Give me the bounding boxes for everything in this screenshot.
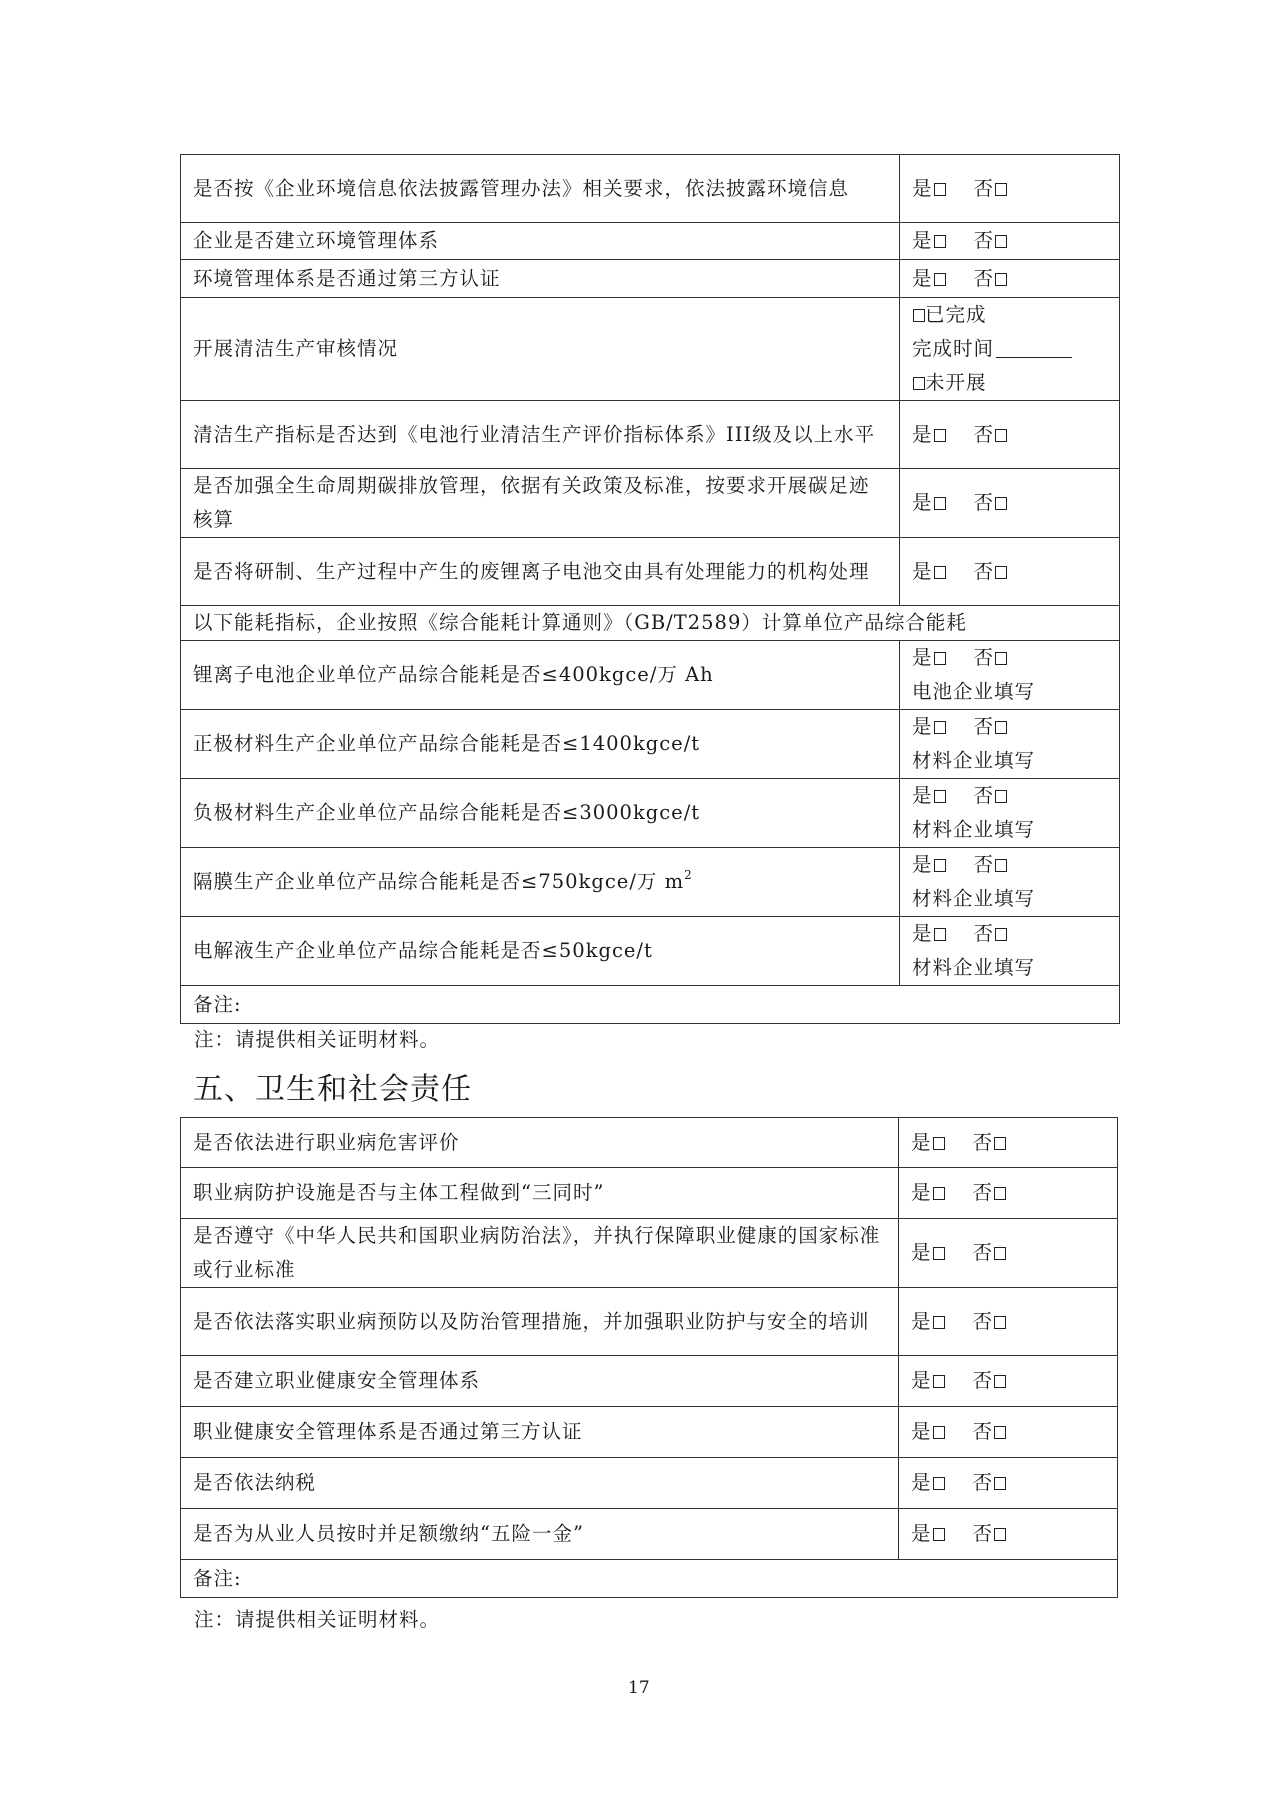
table-row [181, 1356, 1118, 1407]
table-row [181, 710, 1120, 779]
no-option[interactable] [973, 1369, 1007, 1392]
yes-option[interactable] [912, 229, 946, 252]
no-label: 否 [972, 1181, 994, 1204]
table-row [181, 538, 1120, 606]
question-text: 隔膜生产企业单位产品综合能耗是否≤750kgce/万 m [193, 870, 685, 893]
remark-row [181, 986, 1120, 1024]
yes-checkbox[interactable] [933, 1375, 945, 1388]
table-row [181, 1219, 1118, 1288]
yes-label: 是 [911, 1309, 932, 1333]
energy-instruction-cell: 以下能耗指标，企业按照《综合能耗计算通则》（GB/T2589）计算单位产品综合能耗 [181, 606, 1120, 641]
no-label: 否 [972, 1309, 994, 1333]
no-checkbox[interactable] [995, 652, 1007, 665]
yes-option[interactable] [912, 853, 946, 876]
question-cell: 是否加强全生命周期碳排放管理，依据有关政策及标准，按要求开展碳足迹核算 [181, 469, 900, 538]
no-checkbox[interactable] [995, 429, 1007, 442]
yes-option[interactable] [912, 491, 946, 514]
yes-checkbox[interactable] [934, 429, 946, 442]
no-label: 否 [972, 1420, 994, 1443]
answer-cell [900, 710, 1120, 779]
yes-label: 是 [912, 422, 933, 446]
question-cell: 开展清洁生产审核情况 [181, 298, 900, 401]
no-checkbox[interactable] [995, 566, 1007, 579]
not-started-checkbox[interactable] [913, 377, 925, 390]
yes-checkbox[interactable] [934, 721, 946, 734]
yes-checkbox[interactable] [934, 497, 946, 510]
no-checkbox[interactable] [994, 1426, 1006, 1439]
no-checkbox[interactable] [995, 497, 1007, 510]
yes-label: 是 [911, 1241, 932, 1264]
no-checkbox[interactable] [994, 1187, 1006, 1200]
yes-checkbox[interactable] [934, 273, 946, 286]
no-checkbox[interactable] [994, 1247, 1006, 1260]
no-option[interactable] [974, 177, 1008, 200]
question-cell: 企业是否建立环境管理体系 [181, 223, 900, 260]
yes-label: 是 [911, 1471, 932, 1494]
no-option[interactable] [973, 1181, 1007, 1204]
no-checkbox[interactable] [994, 1477, 1006, 1490]
no-label: 否 [972, 1522, 994, 1545]
yes-checkbox[interactable] [933, 1528, 945, 1541]
table-row [181, 469, 1120, 538]
completed-checkbox[interactable] [913, 309, 925, 322]
no-label: 否 [973, 922, 995, 945]
page-number: 17 [628, 1678, 650, 1698]
yes-label: 是 [911, 1181, 932, 1204]
question-cell: 电解液生产企业单位产品综合能耗是否≤50kgce/t [181, 917, 900, 986]
yes-checkbox[interactable] [933, 1137, 945, 1150]
remark-row [181, 1560, 1118, 1598]
yes-option[interactable] [912, 715, 946, 738]
yes-label: 是 [912, 559, 933, 583]
question-cell: 是否依法纳税 [181, 1458, 899, 1509]
answer-cell [899, 1288, 1118, 1356]
table-row [181, 223, 1120, 260]
not-started-option[interactable] [912, 366, 1107, 400]
answer-cell [900, 779, 1120, 848]
no-option[interactable] [973, 1420, 1007, 1443]
no-label: 否 [972, 1471, 994, 1494]
yes-label: 是 [912, 266, 933, 290]
yes-option[interactable] [912, 646, 946, 669]
answer-cell [900, 401, 1120, 469]
question-cell: 是否依法进行职业病危害评价 [181, 1118, 899, 1168]
question-cell: 环境管理体系是否通过第三方认证 [181, 260, 900, 298]
no-label: 否 [973, 646, 995, 669]
no-label: 否 [973, 853, 995, 876]
table-row [181, 779, 1120, 848]
no-label: 否 [973, 715, 995, 738]
table-row [181, 260, 1120, 298]
table-row [181, 298, 1120, 401]
yes-label: 是 [911, 1522, 932, 1545]
answer-cell [899, 1219, 1118, 1288]
fill-in-note: 材料企业填写 [912, 887, 1036, 910]
table-row [181, 917, 1120, 986]
answer-cell [900, 155, 1120, 223]
question-cell: 职业健康安全管理体系是否通过第三方认证 [181, 1407, 899, 1458]
no-option[interactable] [974, 229, 1008, 252]
question-cell: 职业病防护设施是否与主体工程做到“三同时” [181, 1168, 899, 1219]
yes-option[interactable] [912, 423, 946, 446]
yes-option[interactable] [911, 1131, 945, 1154]
answer-cell [899, 1407, 1118, 1458]
answer-cell [900, 223, 1120, 260]
no-option[interactable] [974, 267, 1008, 290]
no-option[interactable] [974, 784, 1008, 807]
answer-cell [900, 917, 1120, 986]
yes-label: 是 [912, 646, 933, 669]
no-label: 否 [972, 1241, 994, 1264]
no-label: 否 [973, 422, 995, 446]
question-cell: 是否建立职业健康安全管理体系 [181, 1356, 899, 1407]
no-checkbox[interactable] [995, 273, 1007, 286]
answer-cell [899, 1118, 1118, 1168]
yes-label: 是 [912, 176, 933, 200]
completion-time-label: 完成时间 [912, 337, 995, 360]
no-label: 否 [973, 784, 995, 807]
yes-label: 是 [911, 1420, 932, 1443]
question-cell: 锂离子电池企业单位产品综合能耗是否≤400kgce/万 Ah [181, 641, 900, 710]
no-label: 否 [973, 229, 995, 252]
no-option[interactable] [973, 1241, 1007, 1264]
no-checkbox[interactable] [994, 1137, 1006, 1150]
no-checkbox[interactable] [995, 790, 1007, 803]
no-option[interactable] [974, 646, 1008, 669]
no-label: 否 [973, 266, 995, 290]
completed-label: 已完成 [925, 303, 987, 326]
superscript: 2 [684, 868, 693, 882]
no-checkbox[interactable] [994, 1375, 1006, 1388]
question-cell: 是否将研制、生产过程中产生的废锂离子电池交由具有处理能力的机构处理 [181, 538, 900, 606]
question-cell: 清洁生产指标是否达到《电池行业清洁生产评价指标体系》III级及以上水平 [181, 401, 900, 469]
no-label: 否 [973, 491, 995, 514]
table-row [181, 606, 1120, 641]
yes-checkbox[interactable] [934, 566, 946, 579]
yes-option[interactable] [911, 1181, 945, 1204]
question-cell: 是否依法落实职业病预防以及防治管理措施，并加强职业防护与安全的培训 [181, 1288, 899, 1356]
completed-option[interactable] [912, 298, 1107, 332]
yes-checkbox[interactable] [934, 235, 946, 248]
yes-option[interactable] [911, 1310, 945, 1333]
answer-cell [900, 641, 1120, 710]
fill-in-note: 材料企业填写 [912, 818, 1036, 841]
no-checkbox[interactable] [995, 721, 1007, 734]
answer-cell [899, 1356, 1118, 1407]
yes-label: 是 [911, 1130, 932, 1154]
table-row [181, 1407, 1118, 1458]
table-row [181, 1509, 1118, 1560]
table-row [181, 848, 1120, 917]
yes-checkbox[interactable] [934, 928, 946, 941]
answer-cell [900, 469, 1120, 538]
yes-option[interactable] [912, 177, 946, 200]
remark-label: 备注: [193, 1566, 242, 1590]
yes-option[interactable] [912, 560, 946, 583]
no-option[interactable] [974, 491, 1008, 514]
no-label: 否 [973, 559, 995, 583]
not-started-label: 未开展 [925, 371, 987, 394]
question-cell: 正极材料生产企业单位产品综合能耗是否≤1400kgce/t [181, 710, 900, 779]
no-checkbox[interactable] [995, 183, 1007, 196]
environment-checklist-table [180, 154, 1120, 1024]
no-option[interactable] [973, 1522, 1007, 1545]
yes-checkbox[interactable] [933, 1477, 945, 1490]
question-cell: 是否为从业人员按时并足额缴纳“五险一金” [181, 1509, 899, 1560]
table-row [181, 1118, 1118, 1168]
yes-checkbox[interactable] [933, 1187, 945, 1200]
yes-option[interactable] [911, 1241, 945, 1264]
no-option[interactable] [973, 1131, 1007, 1154]
evidence-note: 注：请提供相关证明材料。 [194, 1608, 441, 1631]
completion-time-blank[interactable] [996, 337, 1072, 358]
table-row [181, 641, 1120, 710]
fill-in-note: 电池企业填写 [912, 680, 1036, 703]
yes-option[interactable] [912, 784, 946, 807]
no-label: 否 [973, 176, 995, 200]
yes-checkbox[interactable] [933, 1426, 945, 1439]
no-checkbox[interactable] [995, 235, 1007, 248]
no-checkbox[interactable] [995, 928, 1007, 941]
yes-option[interactable] [911, 1522, 945, 1545]
yes-label: 是 [912, 491, 933, 514]
no-label: 否 [972, 1369, 994, 1392]
no-option[interactable] [974, 922, 1008, 945]
no-option[interactable] [973, 1310, 1007, 1333]
completion-time-field[interactable] [912, 332, 1107, 366]
question-cell: 是否按《企业环境信息依法披露管理办法》相关要求，依法披露环境信息 [181, 155, 900, 223]
yes-option[interactable] [912, 922, 946, 945]
no-option[interactable] [974, 560, 1008, 583]
yes-label: 是 [912, 715, 933, 738]
yes-label: 是 [912, 853, 933, 876]
table-row [181, 155, 1120, 223]
health-responsibility-table [180, 1117, 1118, 1598]
table-row [181, 1288, 1118, 1356]
yes-label: 是 [911, 1369, 932, 1392]
yes-option[interactable] [911, 1420, 945, 1443]
yes-option[interactable] [911, 1369, 945, 1392]
answer-cell [900, 848, 1120, 917]
yes-label: 是 [912, 922, 933, 945]
no-label: 否 [972, 1130, 994, 1154]
yes-checkbox[interactable] [934, 859, 946, 872]
question-cell [181, 848, 900, 917]
remark-cell[interactable] [181, 986, 1120, 1024]
section-heading: 五、卫生和社会责任 [193, 1072, 472, 1107]
table-row [181, 1458, 1118, 1509]
table-row [181, 401, 1120, 469]
no-option[interactable] [974, 423, 1008, 446]
answer-cell [900, 260, 1120, 298]
no-checkbox[interactable] [995, 859, 1007, 872]
no-option[interactable] [974, 715, 1008, 738]
evidence-note: 注：请提供相关证明材料。 [194, 1028, 441, 1051]
answer-cell [899, 1168, 1118, 1219]
remark-cell[interactable] [181, 1560, 1118, 1598]
yes-checkbox[interactable] [934, 652, 946, 665]
yes-checkbox[interactable] [934, 790, 946, 803]
yes-checkbox[interactable] [933, 1247, 945, 1260]
yes-option[interactable] [911, 1471, 945, 1494]
answer-cell [899, 1509, 1118, 1560]
fill-in-note: 材料企业填写 [912, 749, 1036, 772]
fill-in-note: 材料企业填写 [912, 956, 1036, 979]
question-cell: 负极材料生产企业单位产品综合能耗是否≤3000kgce/t [181, 779, 900, 848]
table-row [181, 1168, 1118, 1219]
yes-option[interactable] [912, 267, 946, 290]
answer-cell [900, 538, 1120, 606]
question-cell: 是否遵守《中华人民共和国职业病防治法》，并执行保障职业健康的国家标准或行业标准 [181, 1219, 899, 1288]
audit-status-cell [900, 298, 1120, 401]
remark-label: 备注: [193, 992, 242, 1016]
yes-label: 是 [912, 784, 933, 807]
yes-checkbox[interactable] [934, 183, 946, 196]
answer-cell [899, 1458, 1118, 1509]
no-option[interactable] [973, 1471, 1007, 1494]
no-option[interactable] [974, 853, 1008, 876]
yes-label: 是 [912, 229, 933, 252]
no-checkbox[interactable] [994, 1528, 1006, 1541]
yes-checkbox[interactable] [933, 1316, 945, 1329]
no-checkbox[interactable] [994, 1316, 1006, 1329]
